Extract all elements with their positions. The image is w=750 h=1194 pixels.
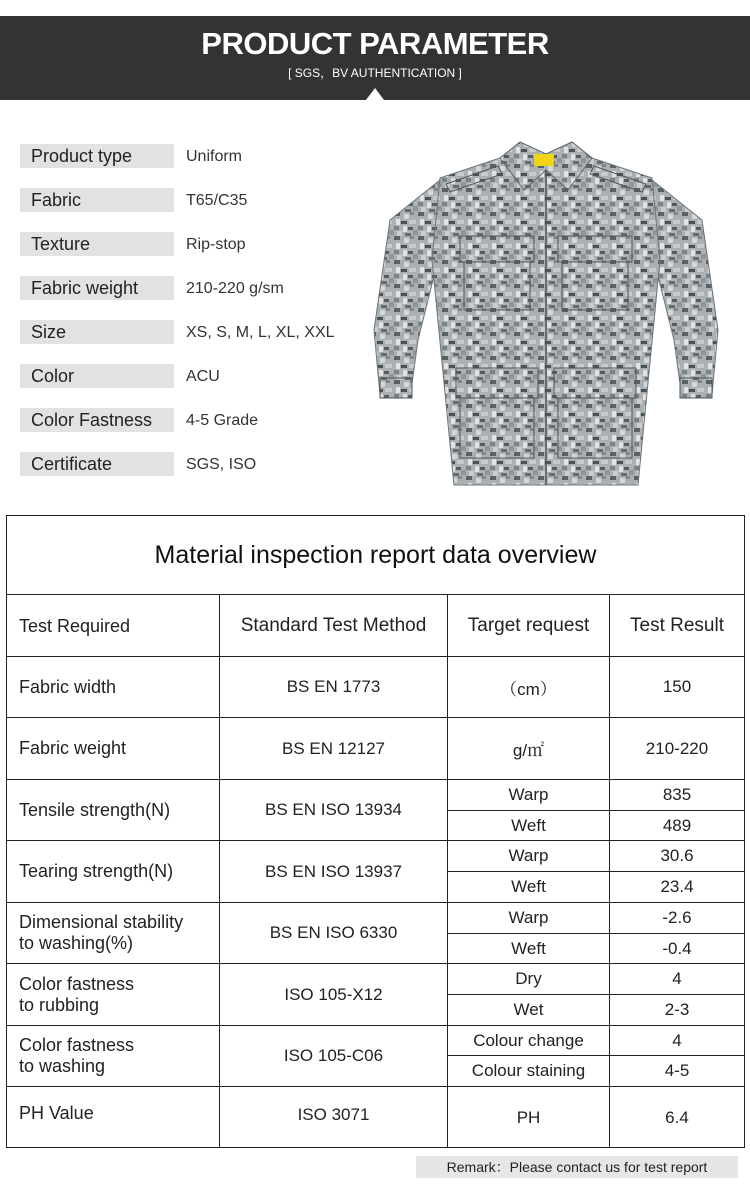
header-notch (366, 88, 384, 100)
param-value: ACU (186, 368, 220, 385)
param-row (20, 144, 360, 188)
header-test-result: Test Result (630, 615, 724, 636)
param-value: 210-220 g/sm (186, 280, 284, 297)
row-result: 489 (662, 815, 692, 835)
row-target: Warp (508, 785, 549, 804)
row-name-line: Dimensional stability (19, 912, 184, 932)
row-result: 30.6 (660, 846, 694, 865)
row-target: Dry (515, 969, 542, 988)
row-method: BS EN ISO 13937 (264, 861, 403, 881)
parameter-list (20, 144, 360, 496)
row-result: 210-220 (645, 738, 709, 758)
param-row (20, 452, 360, 496)
param-label: Certificate (20, 452, 174, 476)
row-method: ISO 3071 (297, 1105, 370, 1124)
row-result: 4 (672, 969, 682, 988)
inspection-table (6, 515, 745, 1148)
row-name (7, 903, 219, 963)
row-result: 150 (662, 677, 692, 696)
param-value: XS, S, M, L, XL, XXL (186, 324, 335, 341)
row-method: BS EN ISO 13934 (264, 800, 403, 819)
row-name: Fabric weight (19, 738, 127, 758)
row-method: BS EN 1773 (286, 677, 381, 696)
table-title: Material inspection report data overview (7, 516, 744, 595)
row-target: Colour staining (471, 1061, 586, 1080)
header-target-request: Target request (467, 615, 590, 636)
row-name-line: to washing (19, 1056, 106, 1076)
param-label: Color Fastness (20, 408, 174, 432)
row-target: Wet (513, 1000, 544, 1019)
row-result: 4 (672, 1030, 682, 1050)
param-label: Size (20, 320, 174, 344)
row-method: ISO 105-C06 (283, 1046, 384, 1065)
row-name-line: Color fastness (19, 1035, 135, 1055)
row-target: PH (516, 1107, 541, 1127)
param-row (20, 188, 360, 232)
row-result: 835 (662, 785, 692, 804)
row-result: 2-3 (664, 1000, 690, 1019)
param-value: Rip-stop (186, 236, 246, 253)
param-row (20, 232, 360, 276)
page-title: PRODUCT PARAMETER (201, 26, 549, 61)
row-name: Tearing strength(N) (19, 861, 174, 881)
param-label: Texture (20, 232, 174, 256)
row-target: （cm） (500, 679, 557, 699)
row-result: -2.6 (662, 908, 692, 927)
row-method: ISO 105-X12 (284, 984, 383, 1004)
row-result: 6.4 (665, 1107, 689, 1127)
row-target: Warp (508, 846, 549, 865)
param-row (20, 320, 360, 364)
row-target: Weft (511, 877, 546, 896)
row-target: Warp (508, 908, 549, 927)
row-target: g/㎡ (512, 741, 545, 760)
param-label: Color (20, 364, 174, 388)
row-name: Tensile strength(N) (19, 799, 171, 820)
row-name (7, 964, 219, 1025)
remark-note: Remark：Please contact us for test report (416, 1156, 738, 1178)
row-target: Weft (511, 938, 546, 958)
param-value: SGS, ISO (186, 456, 257, 473)
row-name-line: to washing(%) (19, 933, 134, 953)
param-row (20, 276, 360, 320)
page-subtitle: [ SGS，BV AUTHENTICATION ] (288, 66, 462, 80)
row-method: BS EN ISO 6330 (269, 923, 398, 942)
row-target: Weft (511, 815, 546, 835)
row-name (7, 1026, 219, 1086)
row-name-line: Color fastness (19, 973, 135, 994)
param-value: 4-5 Grade (186, 412, 259, 429)
param-label: Product type (20, 144, 174, 168)
param-label: Fabric weight (20, 276, 174, 300)
param-label: Fabric (20, 188, 174, 212)
row-name-line: to rubbing (19, 994, 100, 1015)
param-value: T65/C35 (186, 192, 248, 209)
header-test-required: Test Required (19, 615, 131, 636)
row-result: 4-5 (664, 1061, 690, 1080)
header-standard-method: Standard Test Method (240, 615, 427, 636)
jacket-illustration (370, 140, 722, 492)
row-method: BS EN 12127 (281, 738, 385, 758)
row-name: Fabric width (19, 676, 117, 697)
row-name: PH Value (19, 1103, 94, 1123)
param-row (20, 364, 360, 408)
row-result: -0.4 (662, 938, 692, 958)
param-value: Uniform (186, 148, 243, 165)
param-row (20, 408, 360, 452)
row-target: Colour change (473, 1030, 584, 1050)
row-result: 23.4 (660, 877, 694, 896)
